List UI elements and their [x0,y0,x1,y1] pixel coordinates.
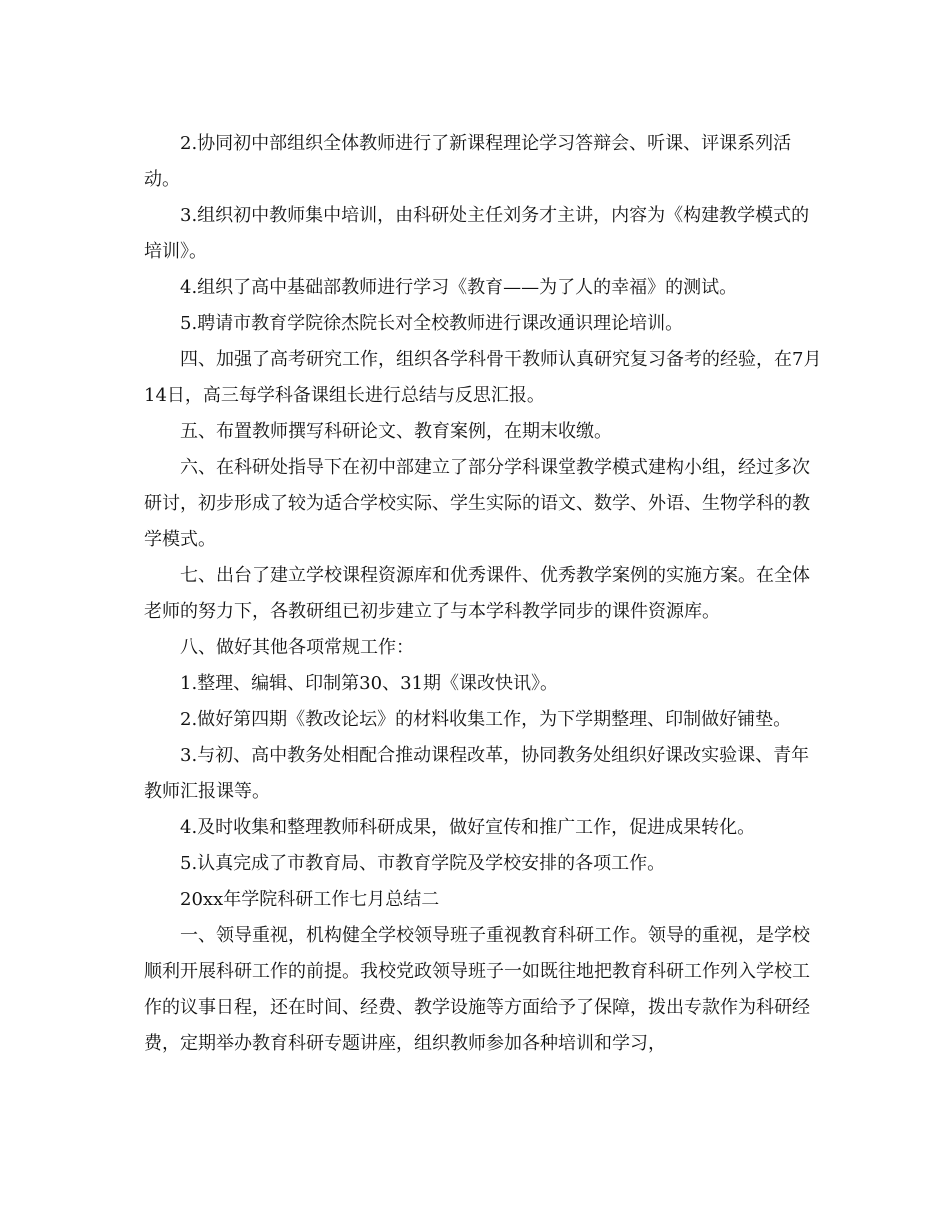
paragraph-section-five: 五、布置教师撰写科研论文、教育案例，在期末收缴。 [180,421,612,442]
paragraph-lecture: 5.聘请市教育学院徐杰院长对全校教师进行课改通识理论培训。 [180,313,684,334]
paragraph-section-four: 四、加强了高考研究工作，组织各学科骨干教师认真研究复习备考的经验，在7月14日，高三每学科备课组长进行总结与反思汇报。 [144,349,822,406]
document-body [144,126,824,1062]
paragraph-teacher-training: 3.组织初中教师集中培训，由科研处主任刘务才主讲，内容为《构建教学模式的培训》。 [144,205,810,262]
section-heading: 20xx年学院科研工作七月总结二 [180,889,440,910]
paragraph-test: 4.组织了高中基础部教师进行学习《教育——为了人的幸福》的测试。 [180,277,738,298]
paragraph-leadership: 一、领导重视，机构健全学校领导班子重视教育科研工作。领导的重视，是学校顺利开展科研工作的前提。我校党政领导班子一如既往地把教育科研工作列入学校工作的议事日程，还在时间、经费、教学设施等方面给予了保障，拨出专款作为科研经费，定期举办教育科研专题讲座，组织教师参加各种培训和学习， [144,925,810,1054]
paragraph-section-six: 六、在科研处指导下在初中部建立了部分学科课堂教学模式建构小组，经过多次研讨，初步形成了较为适合学校实际、学生实际的语文、数学、外语、生物学科的教学模式。 [144,457,810,550]
paragraph-section-seven: 七、出台了建立学校课程资源库和优秀课件、优秀教学案例的实施方案。在全体老师的努力下，各教研组已初步建立了与本学科教学同步的课件资源库。 [144,565,810,622]
paragraph-section-eight: 八、做好其他各项常规工作： [180,637,414,658]
paragraph-collaborate-activities: 2.协同初中部组织全体教师进行了新课程理论学习答辩会、听课、评课系列活动。 [144,133,792,190]
paragraph-item-1: 1.整理、编辑、印制第30、31期《课改快讯》。 [180,673,558,694]
paragraph-item-2: 2.做好第四期《教改论坛》的材料收集工作，为下学期整理、印制做好铺垫。 [180,709,792,730]
paragraph-item-3: 3.与初、高中教务处相配合推动课程改革，协同教务处组织好课改实验课、青年教师汇报课等。 [144,745,810,802]
paragraph-item-5: 5.认真完成了市教育局、市教育学院及学校安排的各项工作。 [180,853,666,874]
paragraph-item-4: 4.及时收集和整理教师科研成果，做好宣传和推广工作，促进成果转化。 [180,817,756,838]
